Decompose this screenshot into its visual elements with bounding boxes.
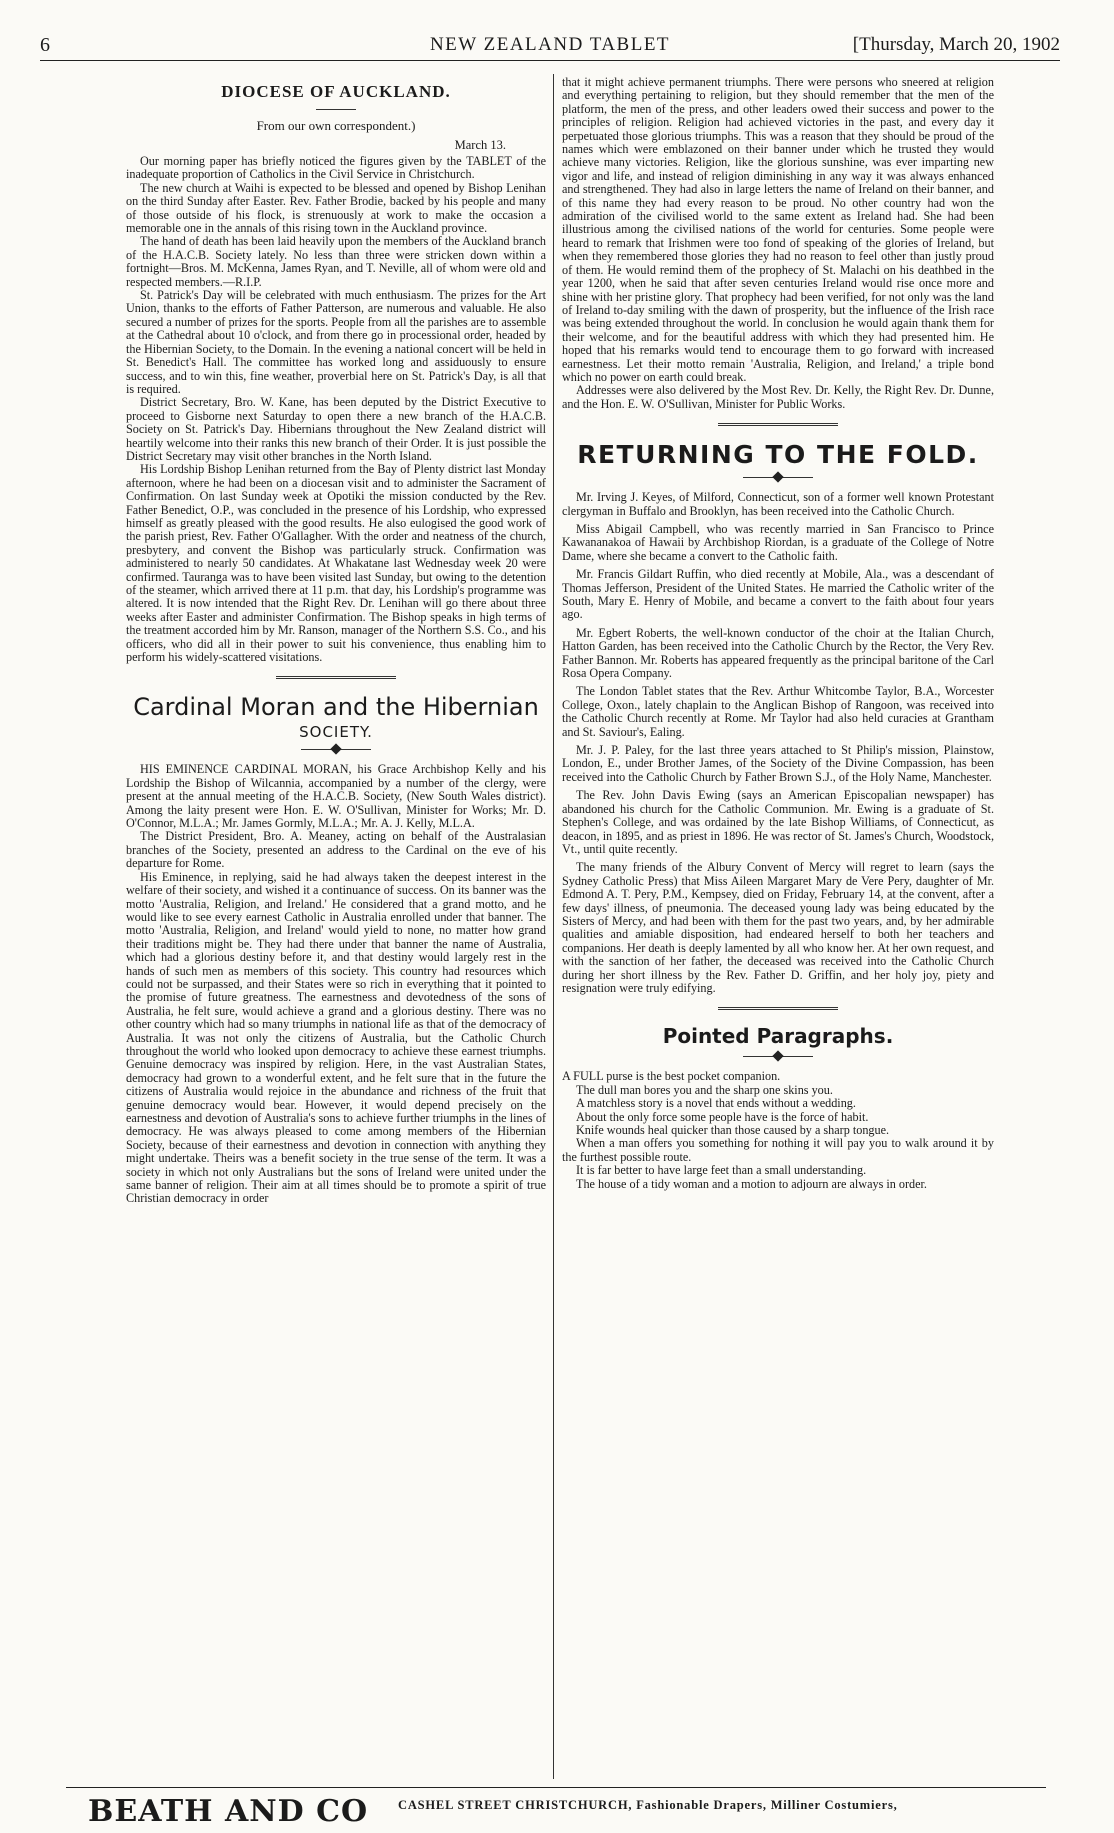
section-divider <box>718 423 838 426</box>
diocese-paragraph: Our morning paper has briefly noticed the figures given by the TABLET of the inadequate proportion of Catholics in the Civil Service in Christchurch. <box>126 154 546 182</box>
right-column <box>562 76 994 1191</box>
advertiser-details: CASHEL STREET CHRISTCHURCH, Fashionable Drapers, Milliner Costumiers, <box>398 1798 898 1812</box>
cardinal-continuation <box>562 76 994 411</box>
returning-paragraph: The many friends of the Albury Convent of Mercy will regret to learn (says the Sydney Catholic Press) that Miss Aileen Margaret Mary de Vere Pery, daughter of Mr. Edmond A. T. Pery, P.M., Kempsey, died on Friday, February 14, at the convent, after a few days' illness, of pneumonia. The deceased young lady was being educated by the Sisters of Mercy, and had been with them for the past two years, and, by her admirable qualities and amiable disposition, had endeared herself to both her teachers and companions. Her death is deeply lamented by all who know her. At her own request, and with the sanction of her father, the deceased was received into the Catholic Church during her short illness by the Rev. Father D. Griffin, and her holy joy, piety and resignation were truly edifying. <box>562 860 994 995</box>
returning-title: RETURNING TO THE FOLD. <box>577 440 979 470</box>
cardinal-subtitle: SOCIETY. <box>299 723 373 742</box>
diocese-paragraph: The hand of death has been laid heavily upon the members of the Auckland branch of the H.A.C.B. Society lately. No less than three were stricken down within a fortnight—Bros. M. McKenna, James Ryan, and T. Neville, all of whom were old and respected members.—R.I.P. <box>126 234 546 289</box>
pointed-item: The dull man bores you and the sharp one skins you. <box>576 1082 833 1097</box>
diocese-article <box>126 82 546 664</box>
diocese-subtitle: From our own correspondent.) <box>256 118 416 133</box>
cardinal-article <box>126 693 546 1205</box>
section-divider <box>718 1007 838 1010</box>
returning-paragraph: Mr. Egbert Roberts, the well-known conductor of the choir at the Italian Church, Hatton Garden, has been received into the Catholic Church by the Rector, the Very Rev. Father Bannon. Mr. Roberts has appeared frequently as the principal baritone of the Carl Rosa Opera Company. <box>562 625 994 681</box>
returning-article <box>562 440 994 995</box>
masthead-title: NEW ZEALAND TABLET <box>429 34 671 55</box>
pointed-item: A FULL purse is the best pocket companion. <box>562 1069 781 1084</box>
diamond-icon <box>772 1051 783 1062</box>
diocese-paragraph: The new church at Waihi is expected to be blessed and opened by Bishop Lenihan on the third Sunday after Easter. Rev. Father Brodie, backed by his people and many of those outside of his flock, is strenuously at work to make the occasion a memorable one in the annals of this rising town in the Auckland province. <box>126 180 546 236</box>
pointed-item: A matchless story is a novel that ends without a wedding. <box>576 1096 856 1111</box>
section-divider <box>276 676 396 679</box>
returning-paragraph: The London Tablet states that the Rev. Arthur Whitcombe Taylor, B.A., Worcester College, Oxon., lately chaplain to the Anglican Bishop of Rangoon, was received into the Catholic Church recently at Rome. Mr Taylor had also held curacies at Grantham and St. Saviour's, Ealing. <box>562 684 994 739</box>
cardinal-paragraph: The District President, Bro. A. Meaney, acting on behalf of the Australasian branches of the Society, presented an address to the Cardinal on the eve of his departure for Rome. <box>126 829 546 871</box>
column-divider <box>553 74 554 1779</box>
returning-paragraph: Mr. Francis Gildart Ruffin, who died recently at Mobile, Ala., was a descendant of Thomas Jefferson, President of the United States. He married the Catholic writer of the South, Mary E. Henry of Mobile, and became a convert to the faith about four years ago. <box>562 567 994 622</box>
cardinal-paragraph: HIS EMINENCE CARDINAL MORAN, his Grace Archbishop Kelly and his Lordship the Bishop of Wilcannia, accompanied by a number of the clergy, were present at the annual meeting of the H.A.C.B. Society, (New South Wales district). Among the laity present were Hon. E. W. O'Sullivan, Minister for Works; Mr. D. O'Connor, M.L.A.; Mr. James Gormly, M.L.A.; Mr. A. J. Kelly, M.L.A. <box>126 762 546 831</box>
running-head <box>40 34 1060 61</box>
pointed-article <box>562 1024 994 1191</box>
returning-paragraph: The Rev. John Davis Ewing (says an American Episcopalian newspaper) has abandoned his church for the Catholic Communion. Mr. Ewing is a graduate of St. Stephen's College, and was ordained by the late Bishop Williams, of Connecticut, as deacon, in 1895, and as priest in 1896. He was rector of St. James's Church, Woodstock, Vt., until quite recently. <box>562 788 994 856</box>
advertisement-footer <box>66 1787 1046 1828</box>
diocese-paragraph: His Lordship Bishop Lenihan returned from the Bay of Plenty district last Monday afternoon, where he had been on a diocesan visit and to administer the Sacrament of Confirmation. On last Sunday week at Opotiki the mission conducted by the Rev. Father Benedict, O.P., was concluded in the presence of his Lordship, who expressed himself as greatly pleased with the good results. He also eulogised the good work of the parish priest, Rev. Father O'Gallagher. With the order and neatness of the church, presbytery, and convent the Bishop was particularly struck. Confirmation was administered to nearly 50 candidates. At Whakatane last Wednesday week 20 were confirmed. Tauranga was to have been visited last Sunday, but owing to the detention of the steamer, which arrived there at 11 p.m. that day, his Lordship's programme was altered. It is now intended that the Right Rev. Dr. Lenihan will go there about three weeks after Easter and administer Confirmation. The Bishop speaks in high terms of the treatment accorded him by Mr. Ranson, manager of the Northern S.S. Co., and his officers, who did all in their power to suit his convenience, thus enabling him to perform his widely-scattered visitations. <box>126 462 546 665</box>
left-column <box>126 76 546 1206</box>
diocese-paragraph: District Secretary, Bro. W. Kane, has been deputed by the District Executive to proceed to Gisborne next Saturday to open there a new branch of the H.A.C.B. Society on St. Patrick's Day. Hibernians throughout the New Zealand district will heartily welcome into their ranks this new branch of their Order. It is just possible the District Secretary may visit other branches in the North Island. <box>126 395 546 463</box>
diocese-title: DIOCESE OF AUCKLAND. <box>221 82 451 101</box>
diocese-dateline: March 13. <box>454 138 506 152</box>
returning-paragraph: Mr. J. P. Paley, for the last three years attached to St Philip's mission, Plainstow, London, E., under Brother James, of the Society of the Divine Compassion, has been received into the Catholic Church by Father Brown S.J., of the Holy Name, Manchester. <box>562 743 994 784</box>
returning-paragraph: Miss Abigail Campbell, who was recently married in San Francisco to Prince Kawananakoa of Hawaii by Archbishop Riordan, is a graduate of the College of Notre Dame, where she became a convert to the Catholic faith. <box>562 521 994 563</box>
diamond-ornament <box>743 1050 813 1062</box>
continuation-paragraph: Addresses were also delivered by the Most Rev. Dr. Kelly, the Right Rev. Dr. Dunne, and the Hon. E. W. O'Sullivan, Minister for Public Works. <box>562 383 994 411</box>
cardinal-title: Cardinal Moran and the Hibernian <box>133 693 539 722</box>
title-rule <box>316 109 356 110</box>
page-number: 6 <box>40 34 50 56</box>
pointed-item: Knife wounds heal quicker than those caused by a sharp tongue. <box>576 1123 890 1137</box>
pointed-item: About the only force some people have is the force of habit. <box>576 1109 869 1124</box>
issue-date: [Thursday, March 20, 1902 <box>852 34 1060 55</box>
pointed-title: Pointed Paragraphs. <box>662 1024 894 1049</box>
diamond-icon <box>330 744 341 755</box>
pointed-item: The house of a tidy woman and a motion to adjourn are always in order. <box>576 1176 927 1191</box>
diamond-ornament <box>301 743 371 755</box>
diamond-ornament <box>743 471 813 483</box>
cardinal-paragraph: His Eminence, in replying, said he had always taken the deepest interest in the welfare of their society, and wished it a continuance of success. On its banner was the motto 'Australia, Religion, and Ireland.' He considered that a grand motto, and he would like to see every earnest Catholic in Australia enrolled under that banner. The motto 'Australia, Religion, and Ireland' would yield to none, no matter how grand their traditions might be. They had there under that banner the name of Australia, which had a glorious destiny before it, and that destiny would largely rest in the hands of such men as members of this society. This country had resources which could not be surpassed, and their States were so rich in everything that it pointed to the promise of future greatness. The earnestness and devotedness of the sons of Australia, he felt sure, would achieve a grand and a glorious destiny. There was no other country which had so many triumphs in national life as that of the democracy of Australia. It was not only the citizens of Australia, but the Catholic Church throughout the world who looked upon democracy to achieve these earnest triumphs. Genuine democracy was inspired by religion. Here, in the vast Australian States, democracy had grown to a wonderful extent, and he felt sure that in the future the citizens of Australia would rejoice in the abundance and richness of the fruit that genuine democracy would bear. However, it would depend precisely on the earnestness and devotion of Australia's sons to achieve further triumphs in the lines of democracy. He was always pleased to come among members of the Hibernian Society, because of their earnestness and devotion in connection with anything they might undertake. Theirs was a benefit society in the true sense of the term. It was a society in which not only Australians but the sons of Ireland were united under the same banner of religion. Their aim at all times should be to promote a spirit of true Christian democracy in order <box>126 869 546 1206</box>
continuation-paragraph: that it might achieve permanent triumphs. There were persons who sneered at religion and everything pertaining to religion, but they should remember that the men of the platform, the men of the press, and other leaders owed their success and power to the principles of religion. Religion had achieved victories in the past, and every day it perpetuated those glorious triumphs. This was a reason that they should be proud of the names which were emblazoned on their banner under which he trusted they would achieve many victories. Religion, like the glorious sunshine, was ever imparting new vigor and life, and instead of religion diminishing in any way it was always enhanced and strengthened. They had also in large letters the name of Ireland on their banner, and of this name they had every reason to be proud. No other country had won the admiration of the civilised world to the same extent as Ireland had. She had been illustrious among the civilised nations of the world for centuries. Some people were heard to remark that Irishmen were too fond of speaking of the glories of Ireland, but when they remembered those glories they had no reason to feel other than justly proud of them. He would remind them of the prophecy of St. Malachi on his deathbed in the year 1200, when he said that after seven centuries Ireland would rise once more and shine with her pristine glory. That prophecy had been verified, for not only was the land of Ireland to-day smiling with the dawn of prosperity, but the influence of the Irish race was being extended throughout the world. In conclusion he would again thank them for their welcome, and for the beautiful address with which they had presented him. He hoped that his remarks would tend to encourage them to go forward with increased earnestness. Let their motto remain 'Australia, Religion, and Ireland,' a triple bond which no power on earth could break. <box>562 75 994 384</box>
diamond-icon <box>772 471 783 482</box>
pointed-item: It is far better to have large feet than a small understanding. <box>576 1163 867 1178</box>
pointed-item: When a man offers you something for nothing it will pay you to walk around it by the furthest possible route. <box>562 1136 994 1164</box>
advertiser-name: BEATH AND CO <box>88 1794 369 1829</box>
diocese-paragraph: St. Patrick's Day will be celebrated with much enthusiasm. The prizes for the Art Union, thanks to the efforts of Father Patterson, are numerous and valuable. He also secured a number of prizes for the sports. People from all the parishes are to assemble at the Cathedral about 10 o'clock, and from there go in processional order, headed by the Hibernian Society, to the Domain. In the evening a national concert will be held in St. Benedict's Hall. The committee has worked long and assiduously to ensure success, and to win this, fine weather, proverbial here on St. Patrick's Day, is all that is required. <box>126 288 546 396</box>
returning-paragraph: Mr. Irving J. Keyes, of Milford, Connecticut, son of a former well known Protestant clergyman in Buffalo and Brooklyn, has been received into the Catholic Church. <box>562 490 994 518</box>
